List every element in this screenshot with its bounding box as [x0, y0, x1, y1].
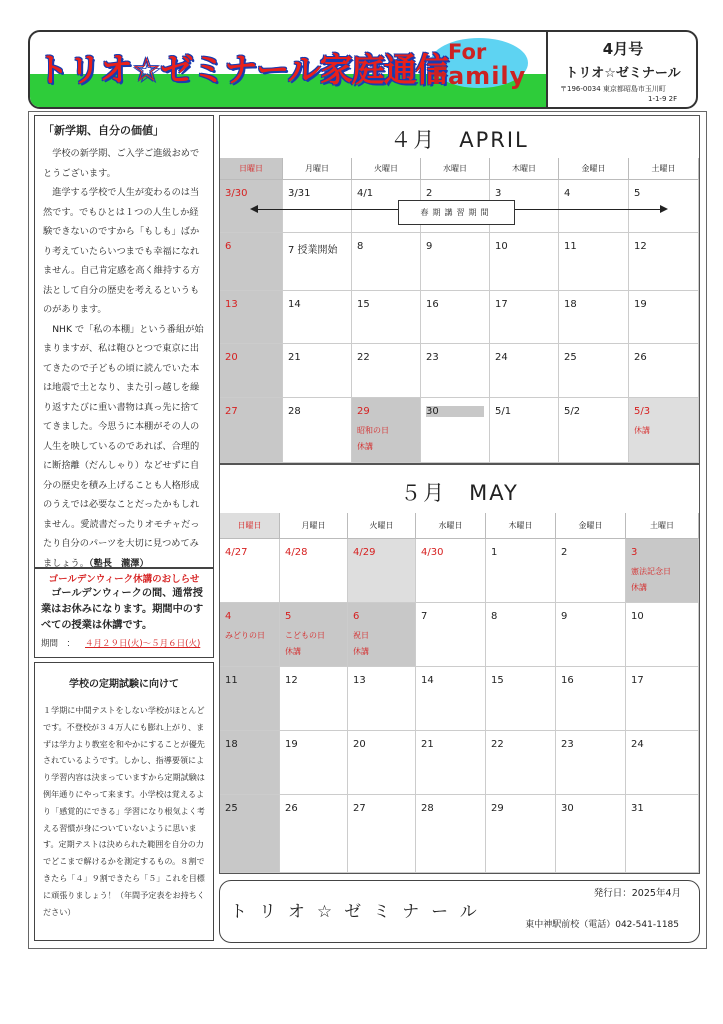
day-number: 24: [495, 352, 508, 363]
calendar-day-cell: [556, 795, 626, 873]
calendar-day-cell: [220, 731, 280, 795]
calendar-day-cell: [352, 344, 421, 398]
footer-contact: 東中神駅前校（電話）042-541-1185: [525, 920, 679, 930]
address-line-1: 〒196-0034 東京都昭島市玉川町: [560, 85, 666, 93]
day-number: 22: [357, 352, 370, 363]
article-signature: （塾長 瀧澤）: [88, 557, 149, 569]
april-calendar: [219, 115, 700, 464]
day-number: 8: [491, 611, 498, 622]
calendar-day-cell: [220, 795, 280, 873]
may-calendar: [219, 464, 700, 874]
day-number: 18: [225, 739, 238, 750]
day-number: 25: [225, 803, 238, 814]
day-number: 4/1: [357, 188, 374, 199]
calendar-day-cell: [348, 539, 416, 603]
day-number: 15: [491, 675, 504, 686]
day-number: 4: [225, 611, 232, 622]
calendar-day-cell: [220, 291, 283, 344]
day-number: 29: [357, 406, 370, 417]
calendar-day-cell: [220, 539, 280, 603]
day-note: 休講: [357, 442, 373, 451]
calendar-day-cell: [220, 344, 283, 398]
day-number: 28: [288, 406, 301, 417]
day-number: 11: [225, 675, 238, 686]
day-number: 15: [357, 299, 370, 310]
calendar-day-cell: [486, 795, 556, 873]
calendar-day-cell: [626, 731, 699, 795]
calendar-day-cell: [626, 539, 699, 603]
calendar-day-cell: [421, 398, 490, 463]
day-number: 21: [421, 739, 434, 750]
weekday-header: 月曜日: [283, 158, 352, 180]
day-number: 21: [288, 352, 301, 363]
calendar-day-cell: [352, 398, 421, 463]
day-number: 3/31: [288, 188, 311, 199]
day-note: こどもの日: [285, 631, 325, 640]
weekday-header: 火曜日: [352, 158, 421, 180]
calendar-day-cell: [556, 731, 626, 795]
notice-period-dates: ４月２９日(火)～５月６日(火): [85, 639, 201, 649]
newsletter-header: [28, 30, 698, 109]
day-number: 14: [421, 675, 434, 686]
arrow-right-icon: [660, 205, 668, 213]
calendar-day-cell: [629, 398, 699, 463]
calendar-day-cell: [283, 291, 352, 344]
calendar-day-cell: [348, 731, 416, 795]
calendar-day-cell: [490, 233, 559, 291]
day-number: 6: [225, 241, 232, 252]
day-number: 28: [421, 803, 434, 814]
day-number: 24: [631, 739, 644, 750]
article-school-exams: [34, 662, 214, 941]
april-calendar-title: ４月 APRIL: [390, 128, 529, 152]
day-number: 12: [285, 675, 298, 686]
weekday-header: 土曜日: [626, 513, 699, 539]
calendar-day-cell: [629, 291, 699, 344]
day-number: 5/2: [564, 406, 581, 417]
article-new-term: [34, 115, 214, 568]
notice-title: ゴールデンウィーク休講のおしらせ: [48, 574, 200, 585]
calendar-day-cell: [626, 795, 699, 873]
header-for-text: For: [448, 40, 487, 64]
day-number: 10: [631, 611, 644, 622]
calendar-day-cell: [421, 291, 490, 344]
calendar-day-cell: [416, 603, 486, 667]
day-number: 16: [561, 675, 574, 686]
calendar-day-cell: [626, 603, 699, 667]
calendar-day-cell: [220, 667, 280, 731]
day-number: 7 授業開始: [288, 245, 338, 256]
calendar-day-cell: [280, 667, 348, 731]
calendar-day-cell: [486, 603, 556, 667]
calendar-day-cell: [559, 344, 629, 398]
calendar-day-cell: [421, 233, 490, 291]
day-note: 休講: [285, 647, 301, 656]
calendar-day-cell: [490, 344, 559, 398]
issue-label: 4月号: [602, 40, 644, 58]
day-number: 11: [564, 241, 577, 252]
calendar-day-cell: [629, 233, 699, 291]
weekday-header: 月曜日: [280, 513, 348, 539]
day-number: 19: [285, 739, 298, 750]
day-number: 25: [564, 352, 577, 363]
day-note: 祝日: [353, 631, 369, 640]
day-number: 22: [491, 739, 504, 750]
calendar-day-cell: [416, 795, 486, 873]
spring-break-label: 春期講習期間: [398, 200, 515, 225]
calendar-day-cell: [559, 233, 629, 291]
day-number: 20: [353, 739, 366, 750]
day-number: 5/1: [495, 406, 512, 417]
calendar-day-cell: [283, 344, 352, 398]
day-number: 12: [634, 241, 647, 252]
day-number: 6: [353, 611, 360, 622]
calendar-day-cell: [629, 344, 699, 398]
footer-school-name: トリオ☆ゼミナール: [230, 902, 489, 922]
calendar-day-cell: [416, 667, 486, 731]
day-number: 10: [495, 241, 508, 252]
day-number: 30: [561, 803, 574, 814]
day-number: 2: [561, 547, 568, 558]
calendar-day-cell: [283, 180, 352, 233]
calendar-day-cell: [490, 291, 559, 344]
weekday-header: 金曜日: [556, 513, 626, 539]
weekday-header: 水曜日: [421, 158, 490, 180]
newsletter-title: トリオ☆ゼミナール家庭通信: [36, 50, 448, 89]
day-number: 19: [634, 299, 647, 310]
notice-body: ゴールデンウィークの間、通常授業はお休みになります。期間中のすべての授業は休講です。: [41, 588, 204, 631]
calendar-day-cell: [348, 603, 416, 667]
calendar-day-cell: [352, 291, 421, 344]
calendar-day-cell: [486, 731, 556, 795]
day-number: 30: [426, 406, 484, 417]
calendar-day-cell: [220, 398, 283, 463]
weekday-header: 日曜日: [220, 513, 280, 539]
weekday-header: 日曜日: [220, 158, 283, 180]
article-paragraph: [43, 320, 205, 574]
notice-period-label: 期間 ：: [41, 639, 76, 649]
day-number: 2: [426, 188, 433, 199]
day-number: 7: [421, 611, 428, 622]
notice-period: [41, 637, 207, 649]
calendar-day-cell: [348, 795, 416, 873]
day-number: 27: [225, 406, 238, 417]
weekday-header: 木曜日: [490, 158, 559, 180]
day-number: 3/30: [225, 188, 248, 199]
weekday-header: 金曜日: [559, 158, 629, 180]
calendar-day-cell: [556, 539, 626, 603]
day-number: 13: [225, 299, 238, 310]
calendar-day-cell: [280, 539, 348, 603]
day-number: 17: [631, 675, 644, 686]
day-number: 9: [561, 611, 568, 622]
article-title: 学校の定期試験に向けて: [69, 679, 179, 690]
calendar-day-cell: [352, 233, 421, 291]
day-number: 3: [631, 547, 638, 558]
article-paragraph: １学期に中間テストをしない学校がほとんどです。不登校が３４万人にも膨れ上がり、まずは学力より教室を和やかにすることが優先されているようです。しかし、指導要領により学習内容は決まっていますから定期試験は例年通りにやって来ます。小学校は覚えるより「感覚的にできる」学習になり根気よく考える習慣が身についていないように思います。定期テストは決められた範囲を自分の力でどこまで解けるかを測定するもの。８割できたら「４」９割できたら「５」これを目標に頑張りましょう！（年間予定表をお持ちください）: [43, 705, 205, 917]
weekday-header: 木曜日: [486, 513, 556, 539]
day-number: 8: [357, 241, 364, 252]
day-number: 13: [353, 675, 366, 686]
day-number: 29: [491, 803, 504, 814]
day-number: 26: [634, 352, 647, 363]
golden-week-notice: [34, 568, 214, 658]
calendar-day-cell: [559, 291, 629, 344]
day-number: 20: [225, 352, 238, 363]
calendar-day-cell: [348, 667, 416, 731]
day-number: 5: [285, 611, 292, 622]
calendar-day-cell: [283, 398, 352, 463]
day-number: 4/28: [285, 547, 308, 558]
calendar-day-cell: [280, 603, 348, 667]
day-number: 5/3: [634, 406, 651, 417]
calendar-day-cell: [421, 344, 490, 398]
day-number: 23: [426, 352, 439, 363]
day-note: 休講: [353, 647, 369, 656]
day-note: 休講: [631, 583, 647, 592]
day-number: 9: [426, 241, 433, 252]
article-paragraph: 進学する学校で人生が変わるのは当然です。でもひとは１つの人生しか経験できないのですから「もしも」ばかり考えていたらいつまでも幸福になれません。自己肯定感を高く維持する方法として自分の歴史を考えるというものがあります。: [43, 187, 200, 315]
weekday-header: 水曜日: [416, 513, 486, 539]
arrow-left-icon: [250, 205, 258, 213]
calendar-day-cell: [486, 539, 556, 603]
calendar-day-cell: [283, 233, 352, 291]
article-title: 「新学期、自分の価値」: [43, 124, 164, 137]
day-number: 4/27: [225, 547, 248, 558]
day-number: 4: [564, 188, 571, 199]
weekday-header: 土曜日: [629, 158, 699, 180]
issue-date: 発行日：2025年4月: [593, 888, 681, 899]
day-number: 26: [285, 803, 298, 814]
calendar-day-cell: [416, 539, 486, 603]
calendar-day-cell: [280, 795, 348, 873]
calendar-day-cell: [559, 398, 629, 463]
calendar-day-cell: [220, 603, 280, 667]
day-number: 14: [288, 299, 301, 310]
calendar-day-cell: [556, 603, 626, 667]
day-number: 31: [631, 803, 644, 814]
article-paragraph-text: NHK で「私の本棚」という番組が始まりますが、私は鞄ひとつで東京に出てきたので子どもの頃に読んでいた本は地震で土となり、また引っ越しを繰り返すたびに重い書物は真っ先に捨ててきました。今思うに本棚がその人の人生を映しているのであれば、合理的に断捨離（だんしゃり）などせずに自分の歴史を積み上げることも人格形成のうえでは必要なことだったかもしれません。愛読書だったりオモチャだったり自分のパーツを大切に見つめてみましょう。: [43, 323, 204, 569]
day-number: 3: [495, 188, 502, 199]
weekday-header: 火曜日: [348, 513, 416, 539]
calendar-day-cell: [280, 731, 348, 795]
day-note: みどりの日: [225, 631, 265, 640]
day-number: 4/30: [421, 547, 444, 558]
day-note: 休講: [634, 426, 650, 435]
day-number: 1: [491, 547, 498, 558]
address-line-2: 1-1-9 2F: [648, 95, 678, 103]
day-number: 17: [495, 299, 508, 310]
calendar-day-cell: [559, 180, 629, 233]
header-family-text: Family: [432, 62, 527, 90]
day-number: 4/29: [353, 547, 376, 558]
footer-box: [219, 880, 700, 943]
calendar-day-cell: [490, 398, 559, 463]
day-number: 23: [561, 739, 574, 750]
day-number: 5: [634, 188, 641, 199]
calendar-day-cell: [486, 667, 556, 731]
day-note: 昭和の日: [357, 426, 389, 435]
calendar-day-cell: [416, 731, 486, 795]
school-name: トリオ☆ゼミナール: [565, 66, 681, 81]
day-number: 18: [564, 299, 577, 310]
day-note: 憲法記念日: [631, 567, 671, 576]
calendar-day-cell: [220, 233, 283, 291]
day-number: 27: [353, 803, 366, 814]
article-paragraph: 学校の新学期、ご入学ご進級おめでとうございます。: [43, 148, 200, 179]
calendar-day-cell: [556, 667, 626, 731]
calendar-day-cell: [626, 667, 699, 731]
day-number: 16: [426, 299, 439, 310]
may-calendar-title: ５月 MAY: [400, 481, 519, 505]
